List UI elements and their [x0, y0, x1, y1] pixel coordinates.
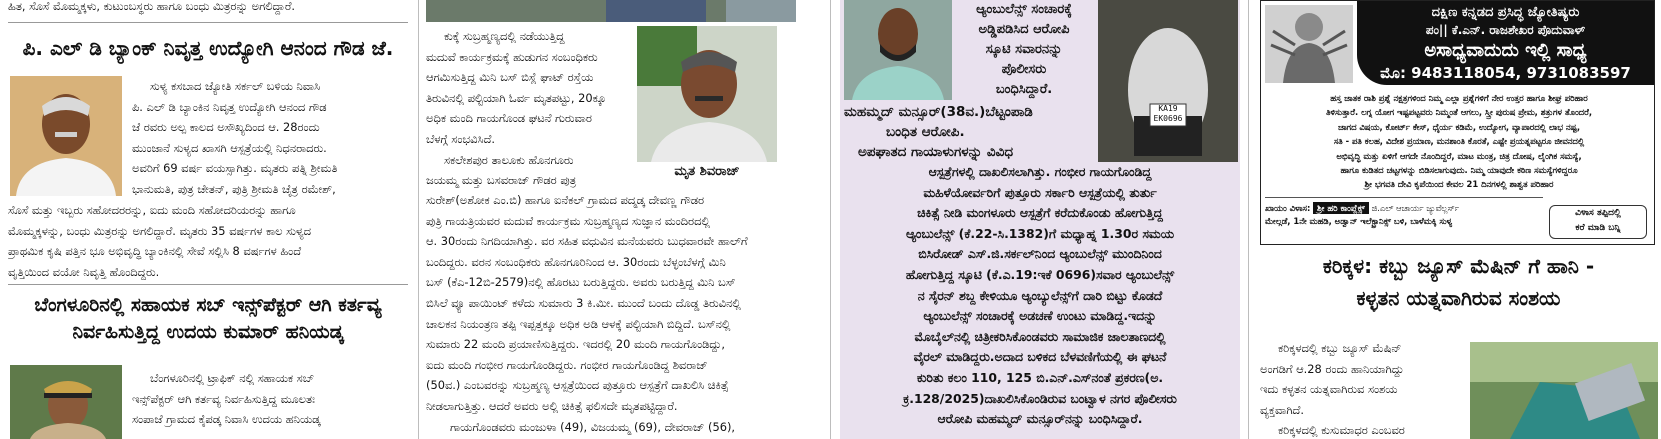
text-line: ಹೋಗುತ್ತಿದ್ದ ಸ್ಕೂಟಿ (ಕೆ.ಎ.19:ಇಕೆ 0696)ಸವಾರ ಆ್ಯಂಬುಲೆನ್ಸ್ — [905, 266, 1175, 282]
text-line: ಸಂಪಾಜೆ ಗ್ರಾಮದ ಕೈಪಡ್ಕ ನಿವಾಸಿ ಉದಯ ಹನಿಯಡ್ಕ — [132, 412, 321, 427]
text-line: ಬಸ್ (ಕೆಎ-12ಬಿ-2579)ನಲ್ಲಿ ಹೊರಟು ಬರುತ್ತಿದ್ದರು. ಅವರು ಬರುತ್ತಿದ್ದ ಮಿನಿ ಬಸ್ — [426, 275, 736, 290]
article-tail-line: ಹಿತ, ಸೊಸೆ ಮೊಮ್ಮಕ್ಕಳು, ಕುಟುಂಬಸ್ಥರು ಹಾಗೂ ಬಂಧು ಮಿತ್ರರನ್ನು ಅಗಲಿದ್ದಾರೆ. — [8, 0, 296, 13]
photo-deceased-shivaraj — [637, 26, 777, 162]
photo-accused-mansoor — [844, 0, 952, 100]
text-line: ಸ್ಕೂಟಿ ಸವಾರನನ್ನು — [985, 42, 1063, 57]
photo-caption: ಮೃತ ಶಿವರಾಜ್ — [674, 164, 740, 179]
text-line: ಬಿಸಿಲೆ ವ್ಯೂ ಪಾಯಿಂಟ್ ಕಳೆದು ಸುಮಾರು 3 ಕಿ.ಮೀ. ಮುಂದೆ ಬಂದು ದೊಡ್ಡ ತಿರುವಿನಲ್ಲಿ — [426, 295, 741, 310]
text-line: ಆ. 30ರಂದು ನಿಗದಿಯಾಗಿತ್ತು. ವರ ಸಹಿತ ವಧುವಿನ ಮನೆಯವರು ಬುಧವಾರವೇ ಹಾಲ್‌ಗೆ — [426, 234, 748, 249]
photo-anand-gowda — [10, 76, 122, 196]
text-line: ಸುಳ್ಯ ಕಸಬಾದ ಜ್ಯೋತಿ ಸರ್ಕಲ್ ಬಳಿಯ ನಿವಾಸಿ — [150, 79, 321, 93]
text-line: ಮುಂಜಾನೆ ಸುಳ್ಯದ ಖಾಸಗಿ ಆಸ್ಪತ್ರೆಯಲ್ಲಿ ನಿಧನರಾದರು. — [132, 140, 327, 155]
text-line: ಶ್ರೀ ಭಗವತಿ ದೇವಿ ಕೃಪೆಯಿಂದ ಕೇವಲ 21 ದಿನಗಳಲ್ಲಿ ಶಾಶ್ವತ ಪರಿಹಾರ — [1364, 179, 1554, 190]
text-line: ಮದುವೆ ಕಾರ್ಯಕ್ರಮಕ್ಕೆ ಹುಡುಗನ ಸಂಬಂಧಿಕರು — [426, 49, 598, 64]
ad-note-box — [1549, 205, 1647, 239]
text-line: ಕರಿಕ್ಕಳದಲ್ಲಿ ಕಬ್ಬು ಜ್ಯೂಸ್ ಮೆಷಿನ್ — [1278, 341, 1402, 355]
text-line: ವ್ಯಕ್ತವಾಗಿದೆ. — [1260, 402, 1304, 417]
text-line: ಜಾಗದ ವಿಷಯ, ಕೋರ್ಟ್ ಕೇಸ್, ಧೈರ್ಯ ಕಡಿಮೆ, ಉದ್ಯೋಗ, ವ್ಯಾಪಾರದಲ್ಲಿ ಲಾಭ ನಷ್ಟ, — [1337, 121, 1581, 132]
text-line: ನೀಡಲಾಗುತ್ತಿತ್ತು. ಆದರೆ ಅವರು ಅಲ್ಲಿ ಚಿಕಿತ್ಸೆ ಫಲಿಸದೇ ಮೃತಪಟ್ಟಿದ್ದಾರೆ. — [426, 398, 678, 413]
text-line: ಗಾಯಗೊಂಡವರು ಮಂಜುಳಾ (49), ವಿಜಯಮ್ಮ (69), ದೇವರಾಜ್ (56), — [450, 419, 736, 434]
caption-line: ಮಹಮ್ಮದ್ ಮನ್ಸೂರ್(38ವ.)ಬೆಟ್ಟಂಪಾಡಿ — [844, 104, 1033, 120]
address-line: ಮೇಲ್ಗಡೆ, 1ನೇ ಮಹಡಿ, ಅಡ್ವಾನ್ ಇಲೆಕ್ಟ್ರಾನಿಕ್ಸ್ ಬಳಿ, ಬಾಳೆಮಕ್ಕಿ ಸುಳ್ಯ — [1265, 216, 1453, 226]
text-line: ಜಯಮ್ಮ ಮತ್ತು ಬಸವರಾಜ್ ಗೌಡರ ಪುತ್ರ — [426, 173, 577, 188]
photo-bus-accident-top — [426, 0, 796, 22]
ad-tagline: ಅಸಾಧ್ಯವಾದುದು ಇಲ್ಲಿ ಸಾಧ್ಯ — [1424, 40, 1587, 61]
theft-headline — [1256, 250, 1661, 314]
text-line: ಅಂಗಡಿಗೆ ಆ.28 ರಂದು ಹಾನಿಯಾಗಿದ್ದು — [1260, 361, 1404, 376]
text-line: ಮೊಮ್ಮಕ್ಕಳನ್ನು, ಬಂಧು ಮಿತ್ರರನ್ನು ಅಗಲಿದ್ದಾರೆ. ಮೃತರು 35 ವರ್ಷಗಳ ಕಾಲ ಸುಳ್ಯದ — [8, 223, 311, 238]
text-line: ಬಿಸಿರೋಡ್ ಎಸ್.ಜಿ.ಸರ್ಕಲ್‌ನಿಂದ ಆ್ಯಂಬುಲೆನ್ಸ್ ಮುಂದಿನಿಂದ — [918, 246, 1162, 262]
accused-caption — [844, 102, 1096, 162]
ad-heading: ದಕ್ಷಿಣ ಕನ್ನಡದ ಪ್ರಸಿದ್ಧ ಜ್ಯೋತಿಷ್ಯರು — [1431, 5, 1580, 20]
text-line: ಸತಿ - ಪತಿ ಕಲಹ, ವಿದೇಶ ಪ್ರಯಾಣ, ಮನಶಾಂತಿ ಕೊರತೆ, ಎಷ್ಟೇ ಪ್ರಯತ್ನಪಟ್ಟರೂ ಜೀವನದಲ್ಲಿ — [1333, 136, 1585, 147]
photo-uday-kumar — [10, 365, 122, 439]
ad-address — [1265, 197, 1543, 240]
obituary-headline-uday — [8, 292, 408, 346]
text-line: ಅವರಿಗೆ 69 ವರ್ಷ ವಯಸ್ಸಾಗಿತ್ತು. ಮೃತರು ಪತ್ನಿ ಶ್ರೀಮತಿ — [132, 161, 338, 176]
police-portrait-icon — [10, 365, 122, 439]
section-divider — [8, 22, 408, 23]
juice-stall-icon — [1470, 342, 1658, 439]
obituary-headline-anand: ಪಿ. ಎಲ್ ಡಿ ಬ್ಯಾಂಕ್ ನಿವೃತ್ತ ಉದ್ಯೋಗಿ ಆನಂದ ಗೌಡ ಜೆ. — [22, 36, 394, 60]
address-line: ಜಿ.ಎಲ್ ಆಚಾರ್ಯ ಜ್ಯುವೆಲ್ಲರ್ಸ್ — [1371, 203, 1460, 213]
ad-services — [1269, 91, 1649, 192]
text-line: ಪೊಲೀಸರು — [1001, 62, 1047, 77]
text-line: ಕರಿಕ್ಕಳದಲ್ಲಿ ಕುಸುಮಾಧರ ಎಂಬವರ — [1278, 423, 1405, 438]
text-line: ಸಕಲೇಶಪುರ ತಾಲೂಕು ಹೊನಗೂರು — [444, 152, 574, 167]
headline-line: ಬೆಂಗಳೂರಿನಲ್ಲಿ ಸಹಾಯಕ ಸಬ್ ಇನ್ಸ್‌ಪೆಕ್ಟರ್ ಆಗಿ ಕರ್ತವ್ಯ — [34, 294, 382, 316]
text-line: ಬಂಧಿಸಿದ್ದಾರೆ. — [995, 82, 1053, 97]
text-line: ನ ಸೈರನ್ ಶಬ್ದ ಕೇಳಿಯೂ ಆ್ಯಂಬ್ಯುಲೆನ್ಸ್‌ಗೆ ದಾರಿ ಬಿಟ್ಟು ಕೊಡದೆ — [917, 287, 1163, 303]
text-line: ಇನ್ಸ್‌ಪೆಕ್ಟರ್ ಆಗಿ ಕರ್ತವ್ಯ ನಿರ್ವಹಿಸುತ್ತಿದ್ದ ಮೂಲತಃ — [132, 391, 315, 406]
headline-line: ಕಳ್ಳತನ ಯತ್ನವಾಗಿರುವ ಸಂಶಯ — [1356, 286, 1561, 310]
text-line: ಆಸ್ಪತ್ರೆಗಳಲ್ಲಿ ದಾಖಲಿಸಲಾಗಿತ್ತು. ಗಂಭೀರ ಗಾಯಗೊಂಡಿದ್ದ — [928, 164, 1152, 179]
astrologer-advertisement — [1260, 0, 1655, 245]
ambulance-story-body — [842, 162, 1238, 430]
text-line: ವೈರಲ್ ಮಾಡಿದ್ದರು.ಅದಾದ ಬಳಿಕದ ಬೆಳವಣಿಗೆಯಲ್ಲಿ ಈ ಘಟನೆ — [913, 349, 1167, 365]
text-line: ಬಂದಿದ್ದರು. ವರನ ಸಂಬಂಧಿಕರು ಹೊನಗೂರಿನಿಂದ ಆ. 30ರಂದು ಬೆಳ್ಳಂಬೆಳಗ್ಗೆ ಮಿನಿ — [426, 254, 726, 269]
text-line: ಅಡ್ಡಿಪಡಿಸಿದ ಆರೋಪಿ — [978, 22, 1070, 37]
note-line: ಕರೆ ಮಾಡಿ ಬನ್ನಿ — [1575, 223, 1621, 233]
text-line: ತಿಳಿಸುತ್ತಾರೆ. ಲಗ್ನ ಯೋಗ ಇಷ್ಟಪಟ್ಟವರು ನಿಮ್ಮಂತೆ ಆಗಲು, ಸ್ತ್ರೀ ಪುರುಷ ಪ್ರೇಮ, ಶತ್ರುಗಳ ತೊಂದರೆ, — [1325, 107, 1593, 118]
text-line: ಚಾಲಕನ ನಿಯಂತ್ರಣ ತಪ್ಪಿ ಇಪ್ಪತ್ತಕ್ಕೂ ಅಧಿಕ ಅಡಿ ಆಳಕ್ಕೆ ಪಲ್ಟಿಯಾಗಿ ಬಿದ್ದಿದೆ. ಬಸ್‌ನಲ್ಲಿ — [426, 316, 731, 331]
text-line: ಪ್ರಾಥಮಿಕ ಕೃಷಿ ಪತ್ತಿನ ಭೂ ಅಭಿವೃದ್ಧಿ ಬ್ಯಾಂಕಿನಲ್ಲಿ ಸೇವೆ ಸಲ್ಲಿಸಿ 8 ವರ್ಷಗಳ ಹಿಂದೆ — [8, 244, 302, 259]
text-line: ತಿರುವಿನಲ್ಲಿ ಪಲ್ಟಿಯಾಗಿ ಓರ್ವ ಮೃತಪಟ್ಟು, 20ಕ್ಕೂ — [426, 90, 607, 105]
text-line: ಕ್ರ.128/2025)ದಾಖಲಿಸಿಕೊಂಡಿರುವ ಬಂಟ್ವಾಳ ನಗರ ಪೊಲೀಸರು — [903, 390, 1177, 406]
ad-phone-number: ಮೊ: 9483118054, 9731083597 — [1380, 64, 1631, 82]
ad-astrologer-name: ಪಂ|| ಕೆ.ಎನ್. ರಾಜಶೇಖರ ಪೊದುವಾಳ್ — [1425, 23, 1586, 37]
column-rule — [830, 0, 831, 439]
address-name: ಶ್ರೀ ಹರಿ ಕಾಂಪ್ಲೆಕ್ಸ್ — [1313, 202, 1369, 214]
headline-line: ಕರಿಕ್ಕಳ: ಕಬ್ಬು ಜ್ಯೂಸ್ ಮೆಷಿನ್ ಗೆ ಹಾನಿ - — [1322, 254, 1595, 278]
text-line: ಆರೋಪಿ ಮಹಮ್ಮದ್ ಮನ್ಸೂರ್‌ನನ್ನು ಬಂಧಿಸಿದ್ದಾರೆ. — [937, 411, 1143, 427]
theft-story-body — [1260, 338, 1468, 439]
scooter-icon — [1098, 0, 1238, 162]
text-line: ಆ್ಯಂಬುಲೆನ್ಸ್ (ಕೆ.22-ಸಿ.1382)ಗೆ ಮಧ್ಯಾಹ್ನ 1.30ರ ಸಮಯ — [906, 225, 1174, 241]
obituary-body-rest — [8, 200, 408, 282]
portrait-icon — [10, 76, 122, 196]
column-bus-accident — [426, 0, 822, 439]
photo-scooter — [1098, 0, 1238, 162]
text-line: ಪಿ. ಎಲ್ ಡಿ ಬ್ಯಾಂಕಿನ ನಿವೃತ್ತ ಉದ್ಯೋಗಿ ಆನಂದ ಗೌಡ — [132, 99, 327, 114]
text-line: ಇದು ಕಳ್ಳತನ ಯತ್ನವಾಗಿರುವ ಸಂಶಯ — [1260, 382, 1398, 397]
caption-line: ಅಪಘಾತದ ಗಾಯಾಳುಗಳನ್ನು ವಿವಿಧ — [858, 144, 1014, 160]
portrait-icon — [844, 0, 952, 100]
section-divider — [8, 284, 408, 285]
text-line: ಹಸ್ತ ಜಾತಕ ರಾಶಿ ಪ್ರಶ್ನೆ ನಕ್ಷತ್ರಗಳಿಂದ ನಿಮ್ಮ ಎಲ್ಲಾ ಪ್ರಶ್ನೆಗಳಿಗೆ ನೇರ ಉತ್ತರ ಹಾಗೂ ಶೀಘ್ರ ಪರಿಹಾರ — [1330, 93, 1588, 103]
obituary-body-intro — [132, 76, 408, 200]
bus-story-intro — [426, 26, 632, 191]
text-line: ಕುಕ್ಕೆ ಸುಬ್ರಹ್ಮಣ್ಯದಲ್ಲಿ ನಡೆಯುತ್ತಿದ್ದ — [444, 29, 565, 43]
text-line: ಜೆ ರವರು ಅಲ್ಪ ಕಾಲದ ಅಸೌಖ್ಯದಿಂದ ಆ. 28ರಂದು — [132, 120, 320, 135]
column-rule — [418, 0, 419, 439]
text-line: ಅಭಿವೃದ್ಧಿ ಮತ್ತು ಏಳಿಗೆ ಆಗದೇ ನೊಂದಿದ್ದರೆ, ಮಾಟ ಮಂತ್ರ, ಚಿತ್ರ ದೋಷ, ಲೈಂಗಿಕ ಸಮಸ್ಯೆ, — [1336, 150, 1582, 161]
photo-overlay-text — [954, 0, 1094, 100]
text-line: ಆಗಮಿಸುತ್ತಿದ್ದ ಮಿನಿ ಬಸ್ ಬಿಸ್ಲೆ ಘಾಟ್ ರಸ್ತೆಯ — [426, 70, 594, 85]
column-ambulance-story — [840, 0, 1240, 439]
deity-image — [1265, 5, 1353, 83]
ad-header-panel — [1357, 1, 1654, 85]
text-line: ಬೆಳಗ್ಗೆ ಸಂಭವಿಸಿದೆ. — [426, 131, 496, 146]
note-line: ವಿಳಾಸ ತಪ್ಪಿದಲ್ಲಿ — [1575, 208, 1621, 218]
text-line: ಕುರಿತು ಕಲಂ 110, 125 ಬಿ.ಎನ್.ಎಸ್‌ನಂತೆ ಪ್ರಕರಣ(ಅ. — [916, 369, 1164, 385]
text-line: ವೃತ್ತಿಯಿಂದ ವಯೋ ನಿವೃತ್ತಿ ಹೊಂದಿದ್ದರು. — [8, 264, 160, 279]
column-ad-and-theft-story — [1256, 0, 1661, 439]
text-line: ಸೊಸೆ ಮತ್ತು ಇಬ್ಬರು ಸಹೋದರರನ್ನು, ಐದು ಮಂದಿ ಸಹೋದರಿಯರನ್ನು ಹಾಗೂ — [8, 203, 296, 217]
headline-line: ನಿರ್ವಹಿಸುತ್ತಿದ್ದ ಉದಯ ಕುಮಾರ್ ಹನಿಯಡ್ಕ — [72, 321, 344, 343]
bus-story-body — [426, 190, 796, 437]
photo-damaged-juice-machine — [1470, 342, 1658, 439]
text-line: ಸುಮಾರು 22 ಮಂದಿ ಪ್ರಯಾಣಿಸುತ್ತಿದ್ದರು. ಇದರಲ್ಲಿ 20 ಮಂದಿ ಗಾಯಗೊಂಡಿದ್ದು, — [426, 337, 725, 352]
text-line: (50ವ.) ಎಂಬವರನ್ನು ಸುಬ್ರಹ್ಮಣ್ಯ ಆಸ್ಪತ್ರೆಯಿಂದ ಪುತ್ತೂರು ಆಸ್ಪತ್ರೆಗೆ ದಾಖಲಿಸಿ ಚಿಕಿತ್ಸೆ — [426, 378, 729, 393]
address-label: ಖಾಯಂ ವಿಳಾಸ: — [1265, 203, 1311, 213]
text-line: ಮಹಿಳೆಯೋರ್ವರಿಗೆ ಪುತ್ತೂರು ಸರ್ಕಾರಿ ಆಸ್ಪತ್ರೆಯಲ್ಲಿ ತುರ್ತು — [923, 184, 1157, 200]
text-line: ಮೊಬೈಲ್‌ನಲ್ಲಿ ಚಿತ್ರೀಕರಿಸಿಕೊಂಡವರು ಸಾಮಾಜಿಕ ಜಾಲತಾಣದಲ್ಲಿ — [914, 328, 1166, 344]
obituary-body-uday — [132, 368, 408, 430]
goddess-icon — [1265, 5, 1353, 83]
text-line: ಭಾನುಮತಿ, ಪುತ್ರ ಚೇತನ್, ಪುತ್ರಿ ಶ್ರೀಮತಿ ಚೈತ್ರ ರಮೇಶ್, — [132, 181, 336, 196]
text-line: ಬೆಂಗಳೂರಿನಲ್ಲಿ ಟ್ರಾಫಿಕ್ ನಲ್ಲಿ ಸಹಾಯಕ ಸಬ್ — [150, 371, 315, 385]
license-plate: KA19 EK0696 — [1153, 104, 1183, 123]
text-line: ಅಧಿಕ ಮಂದಿ ಗಾಯಗೊಂಡ ಘಟನೆ ಗುರುವಾರ — [426, 111, 592, 126]
text-line: ಆ್ಯಂಬುಲೆನ್ಸ್ ಸಂಚಾರಕ್ಕೆ — [976, 2, 1072, 17]
text-line: ಚಿಕಿತ್ಸೆ ನೀಡಿ ಮಂಗಳೂರು ಆಸ್ಪತ್ರೆಗೆ ಕರೆದುಕೊಂಡು ಹೋಗುತ್ತಿದ್ದ — [917, 205, 1163, 221]
portrait-icon — [637, 26, 777, 162]
column-rule — [1248, 0, 1249, 439]
text-line: ಐದು ಮಂದಿ ಗಂಭೀರ ಗಾಯಗೊಂಡಿದ್ದರು. ಗಂಭೀರ ಗಾಯಗೊಂಡಿದ್ದ ಶಿವರಾಜ್ — [426, 357, 708, 372]
text-line: ಆ್ಯಂಬುಲೆನ್ಸ್ ಸಂಚಾರಕ್ಕೆ ಅಡಚಣೆ ಉಂಟು ಮಾಡಿದ್ದ.ಇದನ್ನು — [923, 308, 1157, 324]
caption-line: ಬಂಧಿತ ಆರೋಪಿ. — [886, 124, 965, 140]
text-line: ಪುತ್ರಿ ಗಾಯತ್ರಿಯವರ ಮದುವೆ ಕಾರ್ಯಕ್ರಮ ಸುಬ್ರಹ್ಮಣ್ಯದ ಸುಜ್ಞಾನ ಮಂದಿರದಲ್ಲಿ — [426, 213, 711, 228]
accident-scene-icon — [426, 0, 796, 22]
text-line: ಸುರೇಶ್(ಅಶೋಕ ಎಂ.ಬಿ) ಹಾಗೂ ಐನೆಕಲ್ ಗ್ರಾಮದ ಪದ್ಮಡ್ಕ ದೇವಣ್ಣ ಗೌಡರ — [426, 193, 705, 207]
column-obituaries — [8, 0, 408, 439]
text-line: ಹಾಗೂ ಕುಡಿತದ ಚಟ್ಟಗಳನ್ನು ಬಿಡಿಸಲಾಗುವುದು. ನಿಮ್ಮ ಯಾವುದೇ ಕಠಿಣ ಸಮಸ್ಯೆಗಳಿದ್ದರೂ — [1340, 165, 1578, 176]
